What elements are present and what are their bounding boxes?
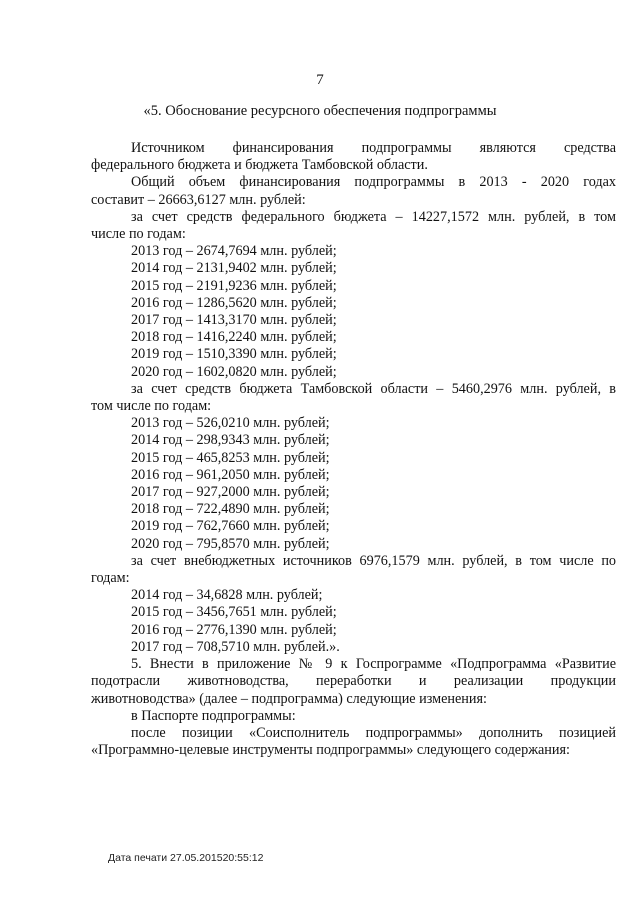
passport-line: в Паспорте подпрограммы: — [131, 707, 296, 724]
federal-year-2019: 2019 год – 1510,3390 млн. рублей; — [131, 346, 337, 363]
extrabudget-year-2015: 2015 год – 3456,7651 млн. рублей; — [131, 604, 337, 621]
total-line-1: Общий объем финансирования подпрограммы в 2013 - 2020 годах — [131, 174, 616, 191]
federal-year-2016: 2016 год – 1286,5620 млн. рублей; — [131, 294, 337, 311]
federal-line-2: числе по годам: — [91, 226, 186, 243]
regional-year-2019: 2019 год – 762,7660 млн. рублей; — [131, 518, 330, 535]
page-number: 7 — [316, 72, 324, 88]
item5-line-2: подотрасли животноводства, переработки и реализации продукции — [91, 673, 616, 690]
extrabudget-line-2: годам: — [91, 570, 130, 587]
federal-year-2015: 2015 год – 2191,9236 млн. рублей; — [131, 277, 337, 294]
after-line-2: «Программно-целевые инструменты подпрограммы» следующего содержания: — [91, 742, 570, 759]
regional-line-1: за счет средств бюджета Тамбовской области – 5460,2976 млн. рублей, в — [131, 380, 616, 397]
item5-line-1: 5. Внести в приложение № 9 к Госпрограмме «Подпрограмма «Развитие — [131, 656, 616, 673]
extrabudget-year-2016: 2016 год – 2776,1390 млн. рублей; — [131, 621, 337, 638]
federal-year-2013: 2013 год – 2674,7694 млн. рублей; — [131, 243, 337, 260]
regional-year-2014: 2014 год – 298,9343 млн. рублей; — [131, 432, 330, 449]
total-line-2: составит – 26663,6127 млн. рублей: — [91, 191, 306, 208]
federal-year-2017: 2017 год – 1413,3170 млн. рублей; — [131, 312, 337, 329]
regional-year-2017: 2017 год – 927,2000 млн. рублей; — [131, 484, 330, 501]
intro-line-1: Источником финансирования подпрограммы являются средства — [131, 140, 616, 156]
print-date-footer: Дата печати 27.05.201520:55:12 — [108, 852, 264, 864]
extrabudget-year-2014: 2014 год – 34,6828 млн. рублей; — [131, 587, 323, 604]
federal-year-2018: 2018 год – 1416,2240 млн. рублей; — [131, 329, 337, 346]
regional-year-2013: 2013 год – 526,0210 млн. рублей; — [131, 415, 330, 432]
federal-year-2020: 2020 год – 1602,0820 млн. рублей; — [131, 363, 337, 380]
regional-year-2016: 2016 год – 961,2050 млн. рублей; — [131, 466, 330, 483]
item5-line-3: животноводства» (далее – подпрограмма) следующие изменения: — [91, 690, 487, 707]
extrabudget-year-2017: 2017 год – 708,5710 млн. рублей.». — [131, 638, 340, 655]
section-title: «5. Обоснование ресурсного обеспечения подпрограммы — [143, 103, 497, 119]
federal-line-1: за счет средств федерального бюджета – 14227,1572 млн. рублей, в том — [131, 208, 616, 225]
regional-year-2018: 2018 год – 722,4890 млн. рублей; — [131, 501, 330, 518]
after-line-1: после позиции «Соисполнитель подпрограммы» дополнить позицией — [131, 724, 616, 741]
regional-line-2: том числе по годам: — [91, 398, 212, 415]
regional-year-2020: 2020 год – 795,8570 млн. рублей; — [131, 535, 330, 552]
regional-year-2015: 2015 год – 465,8253 млн. рублей; — [131, 449, 330, 466]
extrabudget-line-1: за счет внебюджетных источников 6976,1579 млн. рублей, в том числе по — [131, 552, 616, 569]
document-body — [91, 140, 616, 759]
intro-line-2: федерального бюджета и бюджета Тамбовской области. — [91, 157, 428, 174]
federal-year-2014: 2014 год – 2131,9402 млн. рублей; — [131, 260, 337, 277]
